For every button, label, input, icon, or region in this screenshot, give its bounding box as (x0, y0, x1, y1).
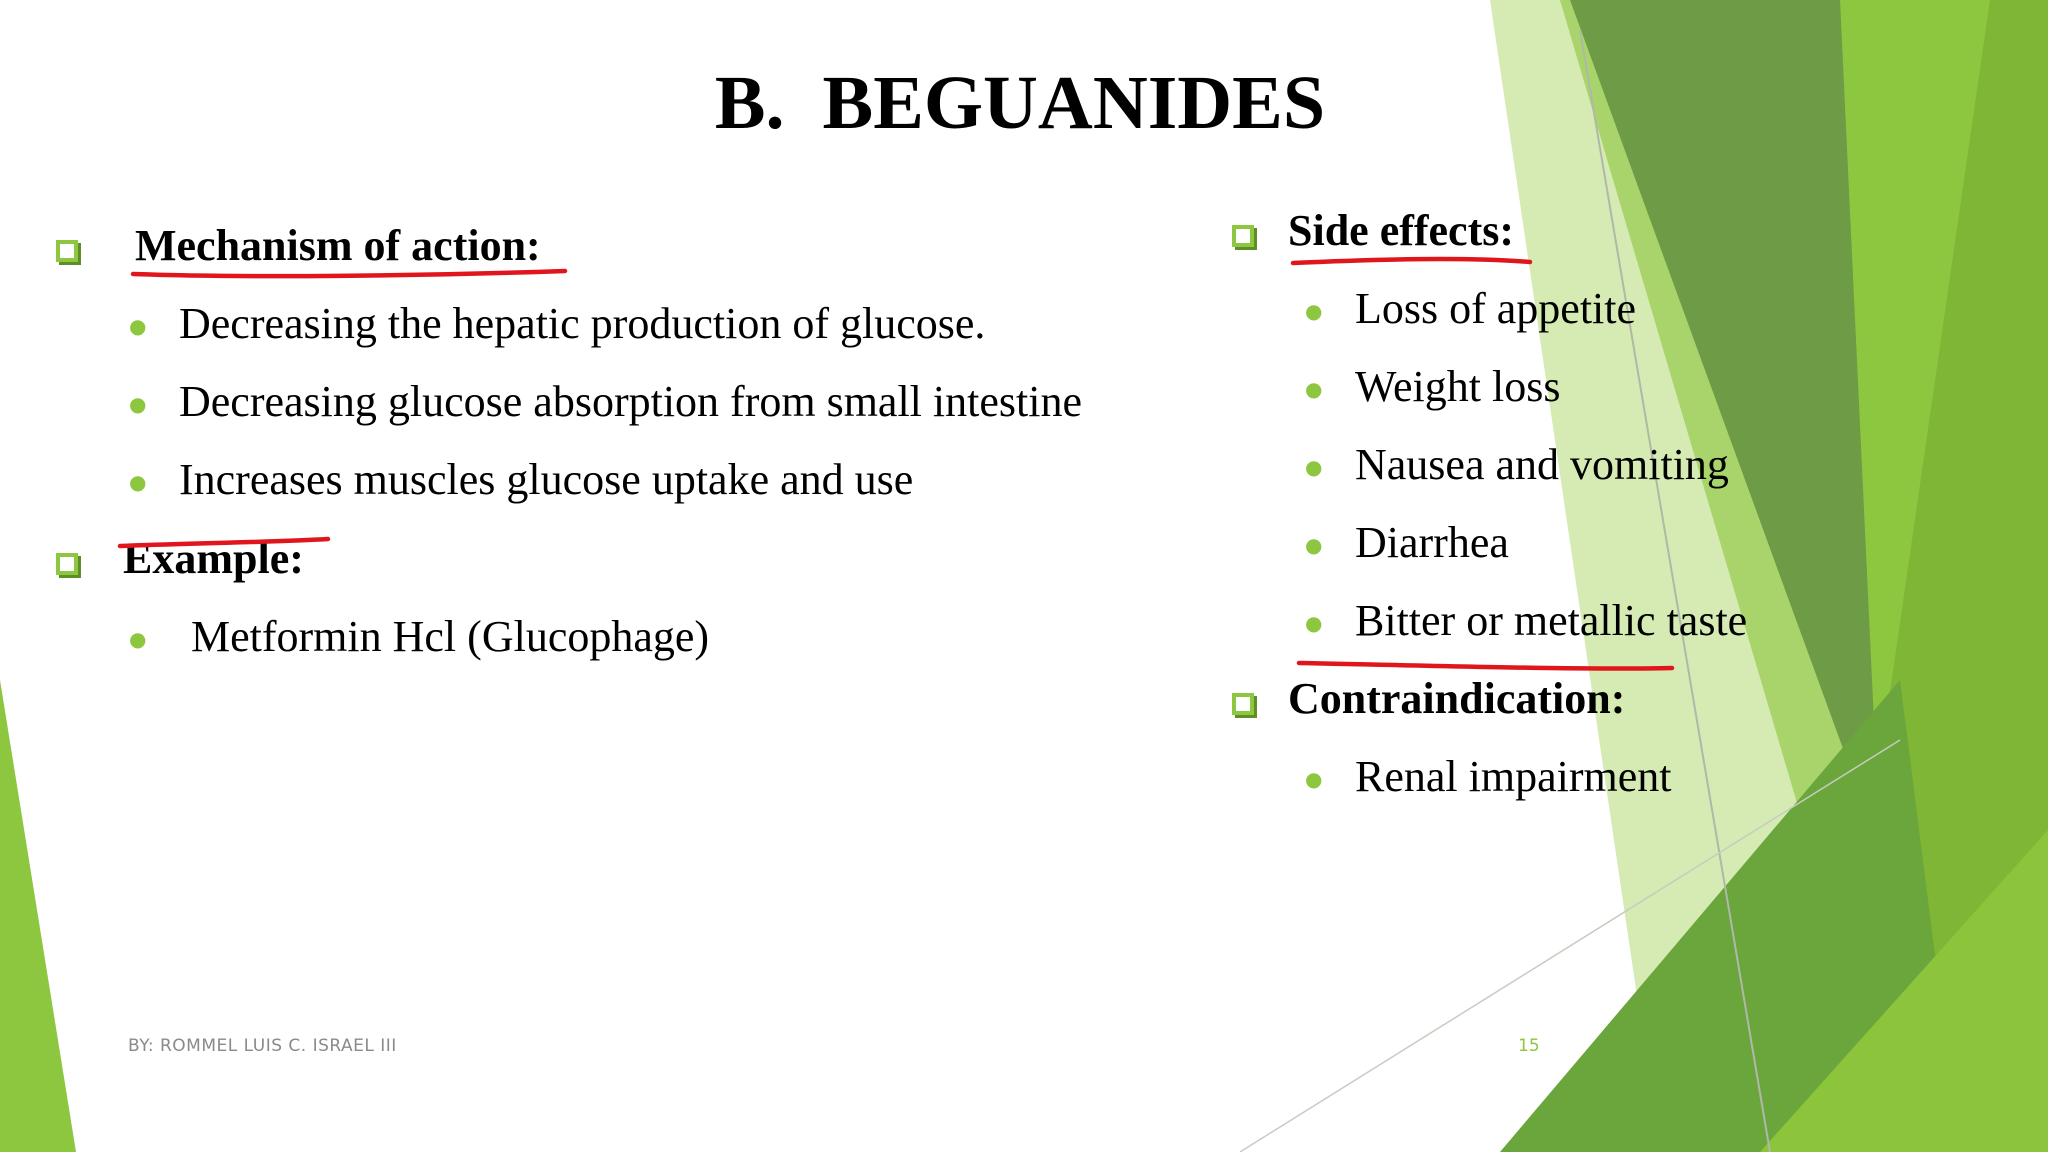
round-dot-icon: ● (129, 314, 147, 338)
mechanism-heading: Mechanism of action: (135, 221, 541, 270)
contraindication-item: Renal impairment (1355, 752, 1672, 801)
mechanism-item: Increases muscles glucose uptake and use (179, 455, 914, 504)
example-block (56, 529, 1176, 685)
example-heading-row (56, 529, 1176, 607)
example-heading: Example: (123, 534, 304, 583)
page-number: 15 (1518, 1036, 1540, 1056)
side-effect-item: Nausea and vomiting (1355, 440, 1729, 489)
example-item: Metformin Hcl (Glucophage) (191, 612, 710, 661)
list-item (1232, 279, 1832, 357)
list-item (1232, 357, 1832, 435)
mechanism-item: Decreasing the hepatic production of glucose. (179, 299, 986, 348)
side-effect-item: Weight loss (1355, 362, 1561, 411)
contraindication-block (1232, 669, 1832, 825)
round-dot-icon: ● (129, 392, 147, 416)
hollow-square-icon (56, 553, 78, 575)
round-dot-icon: ● (129, 470, 147, 494)
facet-left-edge (0, 680, 76, 1152)
hollow-square-icon (1232, 693, 1254, 715)
side-effect-item: Loss of appetite (1355, 284, 1637, 333)
round-dot-icon: ● (1305, 533, 1323, 557)
list-item (56, 294, 1176, 372)
list-item (56, 450, 1176, 528)
side-effect-item: Bitter or metallic taste (1355, 596, 1748, 645)
list-item (1232, 513, 1832, 591)
round-dot-icon: ● (1305, 767, 1323, 791)
side-effects-heading: Side effects: (1288, 206, 1515, 255)
mechanism-block (56, 216, 1176, 528)
slide-title: B. BEGUANIDES (714, 61, 1326, 145)
round-dot-icon: ● (129, 627, 147, 651)
side-effects-block (1232, 201, 1832, 669)
round-dot-icon: ● (1305, 377, 1323, 401)
round-dot-icon: ● (1305, 299, 1323, 323)
footer-author: BY: ROMMEL LUIS C. ISRAEL III (128, 1036, 397, 1056)
side-effects-heading-row (1232, 201, 1832, 279)
hollow-square-icon (1232, 225, 1254, 247)
mechanism-heading-row (56, 216, 1176, 294)
side-effect-item: Diarrhea (1355, 518, 1509, 567)
contraindication-heading: Contraindication: (1288, 674, 1626, 723)
list-item (1232, 591, 1832, 669)
round-dot-icon: ● (1305, 611, 1323, 635)
round-dot-icon: ● (1305, 455, 1323, 479)
list-item (1232, 747, 1832, 825)
list-item (56, 607, 1176, 685)
hollow-square-icon (56, 240, 78, 262)
list-item (1232, 435, 1832, 513)
mechanism-item: Decreasing glucose absorption from small intestine (179, 377, 1082, 426)
contraindication-heading-row (1232, 669, 1832, 747)
list-item (56, 372, 1176, 450)
